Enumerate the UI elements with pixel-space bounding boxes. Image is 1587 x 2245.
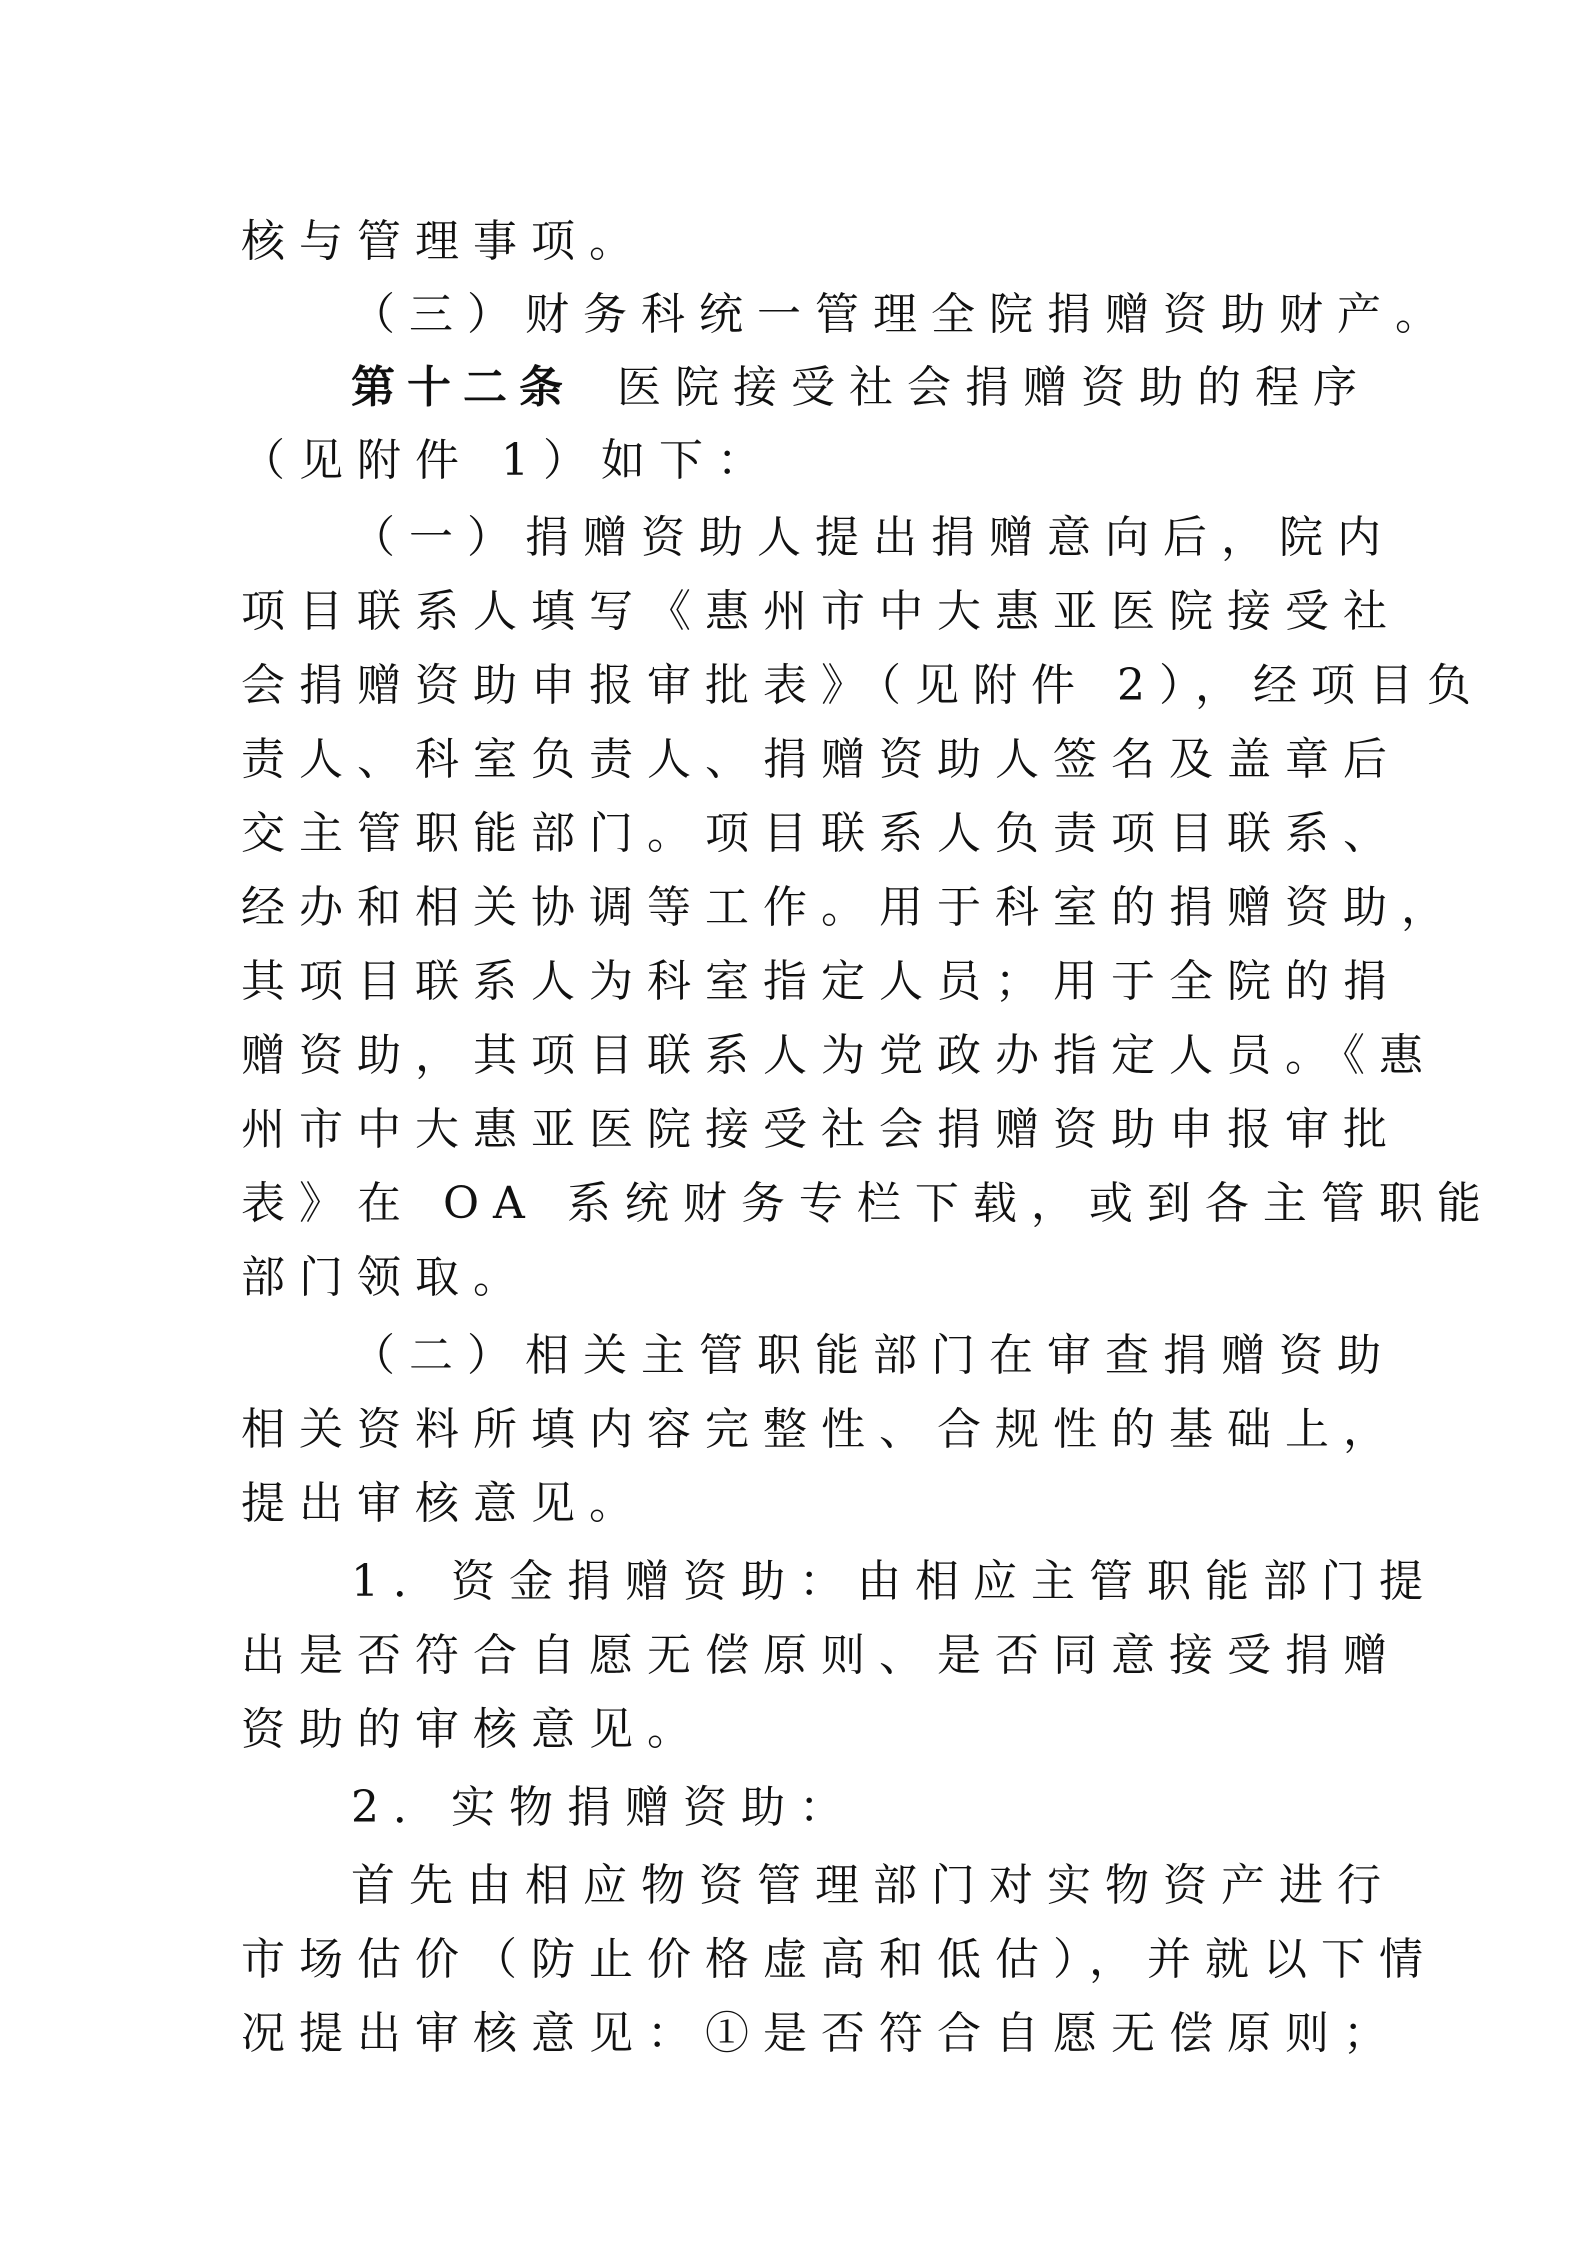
text-line-24: 市场估价（防止价格虚高和低估），并就以下情 [241, 1934, 1437, 1985]
text-line-7: 会捐赠资助申报审批表》（见附件 2），经项目负 [241, 660, 1485, 711]
text-line-13: 州市中大惠亚医院接受社会捐赠资助申报审批 [241, 1104, 1401, 1155]
text-line-5: （一）捐赠资助人提出捐赠意向后，院内 [351, 512, 1395, 563]
article-12-heading-line [351, 360, 1371, 416]
text-line-19: 1．资金捐赠资助：由相应主管职能部门提 [351, 1556, 1437, 1607]
text-line-8: 责人、科室负责人、捐赠资助人签名及盖章后 [241, 734, 1401, 785]
text-line-21: 资助的审核意见。 [241, 1704, 705, 1755]
text-line-18: 提出审核意见。 [241, 1478, 647, 1529]
text-line-6: 项目联系人填写《惠州市中大惠亚医院接受社 [241, 586, 1401, 637]
article-number-label: 第十二条 [351, 362, 575, 413]
text-line-10: 经办和相关协调等工作。用于科室的捐赠资助， [241, 882, 1459, 933]
text-line-2: （三）财务科统一管理全院捐赠资助财产。 [351, 289, 1453, 340]
text-line-12: 赠资助，其项目联系人为党政办指定人员。《惠 [241, 1030, 1437, 1081]
text-line-16: （二）相关主管职能部门在审查捐赠资助 [351, 1330, 1395, 1381]
text-line-17: 相关资料所填内容完整性、合规性的基础上， [241, 1404, 1401, 1455]
text-line-9: 交主管职能部门。项目联系人负责项目联系、 [241, 808, 1401, 859]
text-line-20: 出是否符合自愿无偿原则、是否同意接受捐赠 [241, 1630, 1401, 1681]
text-line-4: （见附件 1）如下： [241, 435, 775, 486]
text-line-15: 部门领取。 [241, 1252, 531, 1303]
text-line-25: 况提出审核意见：①是否符合自愿无偿原则； [241, 2008, 1401, 2059]
text-line-14: 表》在 OA 系统财务专栏下载，或到各主管职能 [241, 1178, 1495, 1229]
text-line-23: 首先由相应物资管理部门对实物资产进行 [351, 1860, 1395, 1911]
article-12-heading-text: 医院接受社会捐赠资助的程序 [617, 362, 1371, 413]
text-line-1: 核与管理事项。 [241, 216, 647, 267]
text-line-11: 其项目联系人为科室指定人员；用于全院的捐 [241, 956, 1401, 1007]
text-line-22: 2．实物捐赠资助： [351, 1782, 857, 1833]
